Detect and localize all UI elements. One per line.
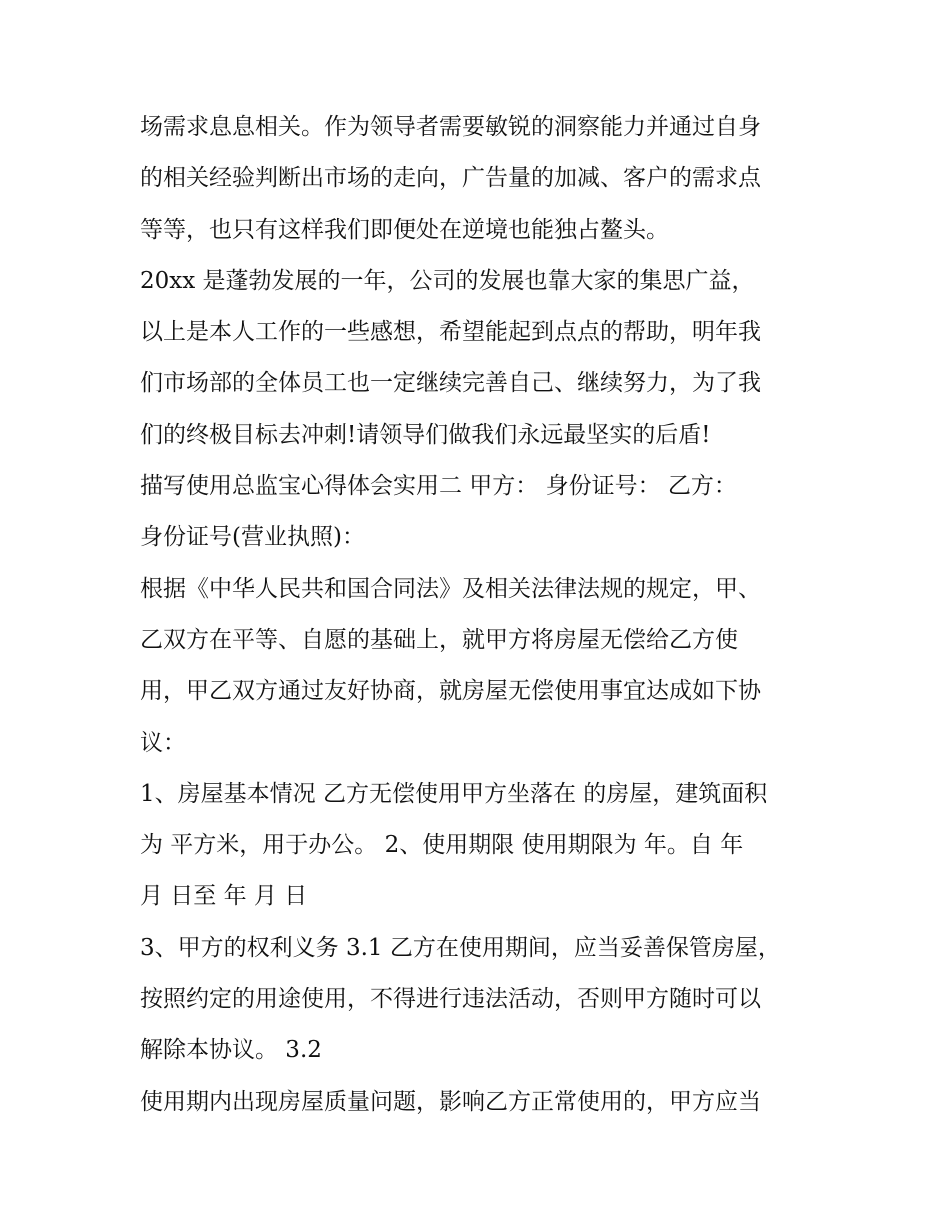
text-line: 根据《中华人民共和国合同法》及相关法律法规的规定，甲、 — [140, 575, 761, 602]
text-line: 的相关经验判断出市场的走向，广告量的加减、客户的需求点 — [140, 165, 761, 192]
document-body — [140, 102, 820, 1128]
text-line: 议： — [140, 729, 186, 756]
text-line: 等等，也只有这样我们即便处在逆境也能独占鳌头。 — [140, 216, 669, 243]
text-line: 以上是本人工作的一些感想，希望能起到点点的帮助，明年我 — [140, 319, 761, 346]
text-line: 们的终极目标去冲刺!请领导们做我们永远最坚实的后盾! — [140, 421, 711, 448]
text-line: 解除本协议。 3.2 — [140, 1037, 322, 1064]
text-line: 描写使用总监宝心得体会实用二 甲方： 身份证号： 乙方： — [140, 473, 737, 500]
text-line: 20xx 是蓬勃发展的一年，公司的发展也靠大家的集思广益， — [140, 267, 755, 294]
text-line: 3、甲方的权利义务 3.1 乙方在使用期间，应当妥善保管房屋， — [140, 934, 781, 961]
text-line: 按照约定的用途使用，不得进行违法活动，否则甲方随时可以 — [140, 986, 761, 1013]
text-line: 们市场部的全体员工也一定继续完善自己、继续努力，为了我 — [140, 370, 761, 397]
text-line: 场需求息息相关。作为领导者需要敏锐的洞察能力并通过自身 — [140, 114, 761, 140]
text-line: 为 平方米，用于办公。 2、使用期限 使用期限为 年。自 年 — [140, 832, 744, 859]
text-line: 使用期内出现房屋质量问题，影响乙方正常使用的，甲方应当 — [140, 1088, 761, 1115]
text-line: 月 日至 年 月 日 — [140, 883, 308, 910]
text-line: 乙双方在平等、自愿的基础上，就甲方将房屋无偿给乙方使 — [140, 626, 738, 653]
text-line: 1、房屋基本情况 乙方无偿使用甲方坐落在 的房屋，建筑面积 — [140, 780, 768, 807]
text-line: 身份证号(营业执照)： — [140, 524, 365, 551]
text-line: 用，甲乙双方通过友好协商，就房屋无偿使用事宜达成如下协 — [140, 678, 761, 705]
